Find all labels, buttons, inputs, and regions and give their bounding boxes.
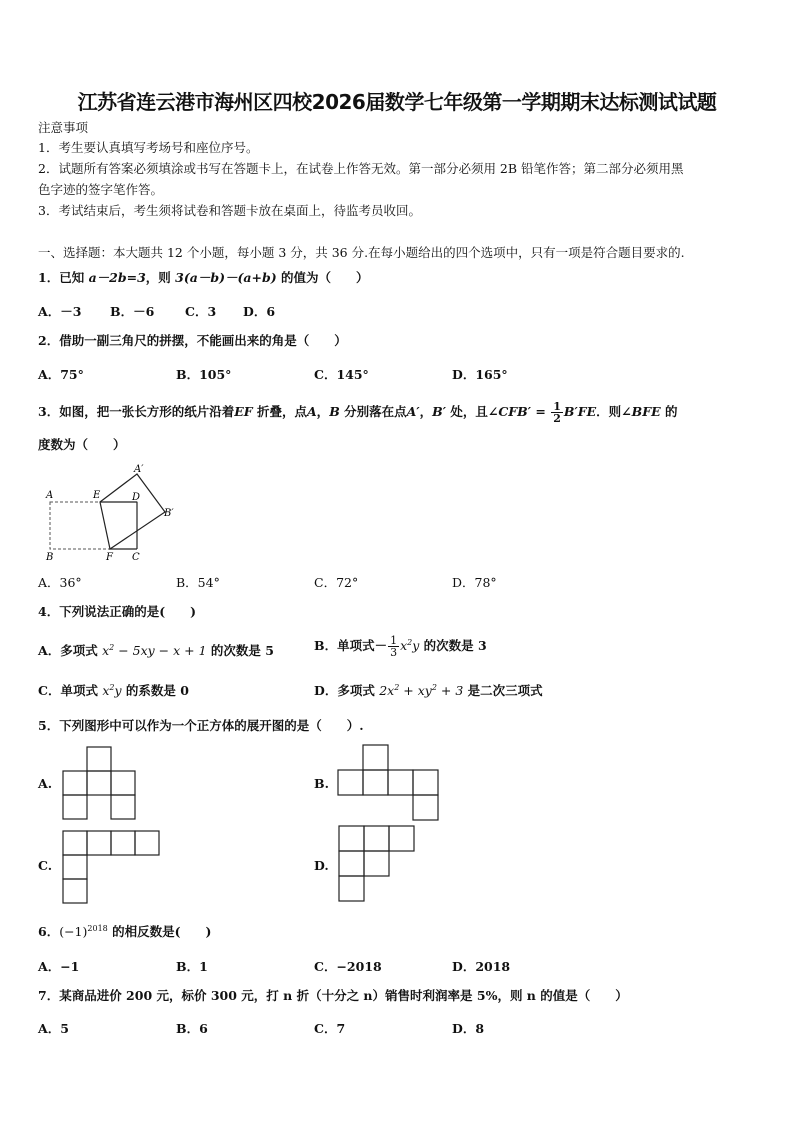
q5-net-a: [62, 746, 142, 821]
q3-stem: 3．如图，把一张长方形的纸片沿着EF 折叠，点A，B 分别落在点A′，B′ 处，且∠CFB′ = $\frac{1}{2}$ B′FE．则∠BFE 的: [38, 400, 678, 425]
q2-stem: 2．借助一副三角尺的拼摆，不能画出来的角是（ ）: [38, 333, 347, 348]
q6-option-c: C．−2018: [314, 959, 382, 974]
q1-option-d: D．6: [243, 304, 276, 319]
figure-label-f: F: [106, 552, 113, 563]
q4-option-d: D．多项式 $2x^2 + xy^2 + 3$ 是二次三项式: [314, 682, 543, 698]
q4-stem: 4．下列说法正确的是( ): [38, 604, 197, 619]
q5-stem: 5．下列图形中可以作为一个正方体的展开图的是（ ）.: [38, 718, 364, 733]
q2-option-c: C．145°: [314, 367, 369, 382]
q2-option-d: D．165°: [452, 367, 508, 382]
q5-label-b: B.: [314, 776, 329, 791]
notice-heading: 注意事项: [38, 120, 89, 135]
q1-stem: 1．已知 a－2b=3，则 3(a－b)－(a+b) 的值为（ ）: [38, 270, 369, 285]
notice-item: 1．考生要认真填写考场号和座位序号。: [38, 140, 259, 155]
q5-net-d: [338, 825, 418, 905]
q3-option-b: B．54°: [176, 575, 220, 590]
notice-item: 色字迹的签字笔作答。: [38, 182, 164, 197]
q7-option-c: C．7: [314, 1021, 346, 1036]
figure-label-d: D: [132, 492, 141, 503]
q1-option-b: B．－6: [110, 304, 155, 319]
notice-item: 2．试题所有答案必须填涂或书写在答题卡上，在试卷上作答无效。第一部分必须用 2B 铅笔作答；第二部分必须用黑: [38, 161, 684, 176]
q5-net-b: [338, 744, 444, 824]
q6-option-b: B．1: [176, 959, 208, 974]
q3-option-a: A．36°: [38, 575, 82, 590]
notice-item: 3．考试结束后，考生须将试卷和答题卡放在桌面上，待监考员收回。: [38, 203, 421, 218]
q7-option-a: A．5: [38, 1021, 69, 1036]
figure-label-b-prime: B′: [164, 508, 174, 519]
figure-label-e: E: [93, 490, 101, 501]
q4-option-b: B．单项式－ $\frac{1}{3}$ $x^2y$ 的次数是 3: [314, 634, 487, 659]
q1-option-c: C．3: [185, 304, 217, 319]
q5-label-d: D.: [314, 858, 329, 873]
q6-option-d: D．2018: [452, 959, 511, 974]
figure-label-a: A: [46, 490, 54, 501]
figure-label-b: B: [46, 552, 54, 563]
q3-figure: [40, 462, 190, 572]
figure-label-a-prime: A′: [134, 464, 144, 475]
q5-label-a: A.: [38, 776, 53, 791]
q2-option-b: B．105°: [176, 367, 232, 382]
q5-net-c: [62, 830, 162, 906]
q2-option-a: A．75°: [38, 367, 84, 382]
q7-stem: 7．某商品进价 200 元，标价 300 元，打 n 折（十分之 n）销售时利润率是 5%，则 n 的值是（ ）: [38, 988, 628, 1003]
q7-option-b: B．6: [176, 1021, 208, 1036]
q7-option-d: D．8: [452, 1021, 485, 1036]
q4-option-c: C．单项式 $x^2y$ 的系数是 0: [38, 682, 189, 698]
q5-label-c: C.: [38, 858, 53, 873]
q1-option-a: A．－3: [38, 304, 82, 319]
page-title: 江苏省连云港市海州区四校2026届数学七年级第一学期期末达标测试试题: [77, 90, 717, 114]
q4-option-a: A．多项式 $x^2 - 5xy - x + 1$ 的次数是 5: [38, 642, 274, 658]
q6-option-a: A．−1: [38, 959, 80, 974]
q3-option-d: D．78°: [452, 575, 497, 590]
q6-stem: 6．$(-1)^{2018}$ 的相反数是( ): [38, 924, 212, 940]
q3-option-c: C．72°: [314, 575, 359, 590]
q3-stem-line2: 度数为（ ）: [38, 437, 126, 452]
section-heading: 一、选择题：本大题共 12 个小题，每小题 3 分，共 36 分.在每小题给出的四个选项中，只有一项是符合题目要求的.: [38, 245, 685, 260]
figure-label-c: C: [132, 552, 140, 563]
